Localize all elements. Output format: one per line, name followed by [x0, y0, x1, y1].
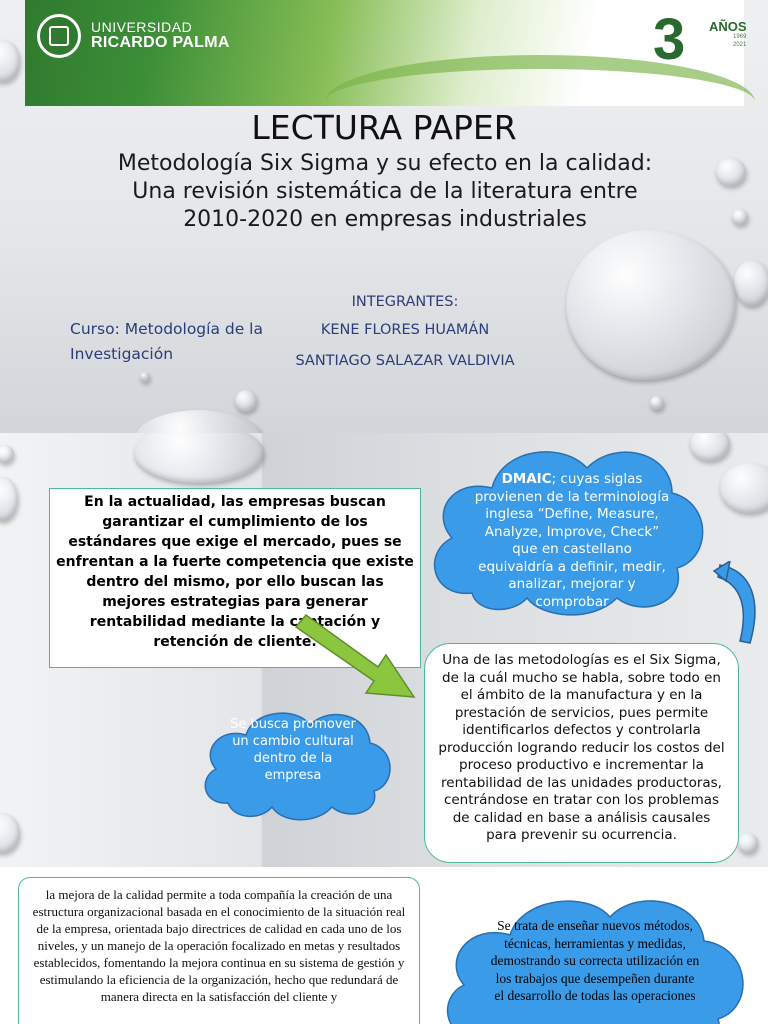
water-drop [0, 445, 14, 463]
anniversary-logo [653, 7, 747, 72]
training-cloud-text: Se trata de enseñar nuevos métodos, técnicas, herramientas y medidas, demostrando su correcta utilización en los trabajos que desempeñen durante el desarrollo de todas las operaciones [490, 918, 700, 1003]
water-drop [235, 390, 257, 412]
anniversary-suffix: AÑOS [709, 19, 747, 34]
dmaic-description: ; cuyas siglas provienen de la terminología inglesa “Define, Measure, Analyze, Improve, Check” que en castellano equivaldría a definir, medir, analizar, mejorar y comprobar [474, 471, 670, 610]
course-name: Curso: Metodología de la Investigación [70, 320, 263, 363]
quality-box: la mejora de la calidad permite a toda compañía la creación de una estructura organizacional basada en el conocimiento de la situación real de la empresa, orientada bajo directrices de calidad en cada uno de los niveles, y un manejo de la operación focalizado en metas y resultados establecidos, fomentando la mejora continua en su sistema de gestión y estimulando la eficiencia de la organización, hecho que redundará de manera directa en la satisfacción del cliente y [18, 877, 420, 1024]
curved-arrow-icon [712, 561, 768, 651]
title-slide [0, 0, 768, 433]
anniversary-year-end: 2021 [733, 41, 747, 48]
water-drop [738, 833, 758, 853]
paper-title: Metodología Six Sigma y su efecto en la calidad: Una revisión sistemática de la literatura entre 2010-2020 en empresas industriales [117, 151, 653, 232]
university-name [91, 20, 230, 51]
member-name: KENE FLORES HUAMÁN [320, 322, 490, 338]
university-banner [25, 0, 747, 106]
university-name-line1: UNIVERSIDAD [91, 19, 193, 35]
culture-cloud-text: Se busca promover un cambio cultural dentro de la empresa [230, 717, 356, 783]
green-arrow-icon [290, 613, 420, 703]
water-drop [716, 158, 746, 186]
content-slide-2 [0, 867, 768, 1024]
water-drop [140, 372, 150, 382]
anniversary-year-start: 1969 [733, 34, 747, 40]
six-sigma-box: Una de las metodologías es el Six Sigma, de la cuál mucho se habla, sobre todo en el ámbito de la manufactura y en la prestación de servicios, pues permite identificarlos defectos y controlarla producción logrando reducir los costos del proceso productivo e incrementar la rentabilidad de las unidades productoras, centrándose en tratar con los problemas de calidad en base a análisis causales para prevenir su ocurrencia. [424, 643, 739, 863]
dmaic-term: DMAIC [501, 471, 552, 487]
university-name-line2: RICARDO PALMA [91, 33, 230, 51]
seal-emblem [49, 26, 69, 46]
water-drop [650, 396, 664, 410]
context-box: En la actualidad, las empresas buscan garantizar el cumplimiento de los estándares que exige el mercado, pues se enfrentan a la fuerte competencia que existe dentro del mismo, por ello buscan las mejores estrategias para generar rentabilidad mediante la captación y retención de cliente. [49, 488, 421, 668]
page-title: LECTURA PAPER [251, 108, 517, 147]
content-slide-1 [0, 433, 768, 867]
water-drop [134, 410, 264, 433]
water-drop [720, 463, 768, 513]
water-drop [0, 813, 20, 853]
water-drop [732, 209, 748, 225]
water-drop [134, 433, 264, 483]
water-drop [734, 260, 768, 306]
member-name: SANTIAGO SALAZAR VALDIVIA [295, 353, 515, 369]
dmaic-cloud-text [474, 471, 670, 611]
anniversary-number: 3 [653, 7, 680, 72]
university-seal-icon [37, 14, 81, 58]
water-drop [0, 40, 20, 82]
water-drop [0, 477, 18, 521]
water-drop [566, 230, 736, 380]
members-label: INTEGRANTES: [351, 294, 459, 310]
anniversary-years [733, 34, 746, 50]
